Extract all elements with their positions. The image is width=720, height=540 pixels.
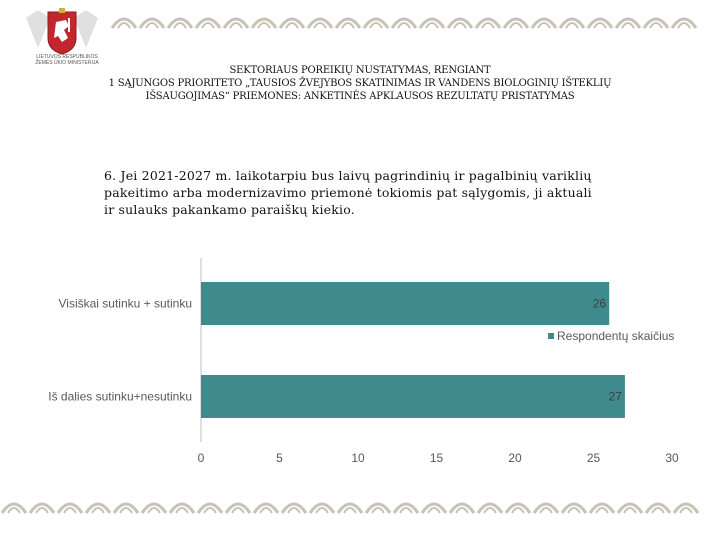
question-line1: 6. Jei 2021-2027 m. laikotarpiu bus laivų pagrindinių ir pagalbinių variklių	[104, 168, 592, 183]
x-tick-label: 25	[586, 451, 601, 465]
title-line3: IŠSAUGOJIMAS“ PRIEMONES: ANKETINĖS APKLAUSOS REZULTATŲ PRISTATYMAS	[145, 91, 575, 102]
category-label: Visiškai sutinku + sutinku	[58, 296, 192, 311]
legend-swatch	[548, 333, 554, 339]
x-tick-label: 0	[197, 451, 205, 465]
x-tick-label: 15	[429, 451, 444, 465]
ministry-line2: ŽEMĖS ŪKIO MINISTERIJA	[35, 60, 99, 66]
category-label: Iš dalies sutinku+nesutinku	[48, 389, 192, 404]
x-tick-label: 20	[508, 451, 522, 465]
x-tick-label: 30	[665, 451, 679, 465]
bar	[201, 375, 625, 418]
bar	[201, 282, 609, 325]
title-line1: SEKTORIAUS POREIKIŲ NUSTATYMAS, RENGIANT	[229, 65, 491, 76]
bar-data-label: 26	[592, 296, 607, 311]
question-line3: ir sulauks pakankamo paraiškų kiekio.	[104, 202, 355, 217]
ministry-line1: LIETUVOS RESPUBLIKOS	[36, 54, 98, 60]
bar-data-label: 27	[608, 389, 622, 404]
title-line2: 1 SĄJUNGOS PRIORITETO „TAUSIOS ŽVEJYBOS SKATINIMAS IR VANDENS BIOLOGINIŲ IŠTEKLIŲ	[108, 78, 612, 89]
legend-label: Respondentų skaičius	[557, 329, 675, 343]
x-tick-label: 10	[351, 451, 365, 465]
question-line2: pakeitimo arba modernizavimo priemonė tokiomis pat sąlygomis, ji aktuali	[104, 185, 592, 200]
x-tick-label: 5	[276, 451, 283, 465]
